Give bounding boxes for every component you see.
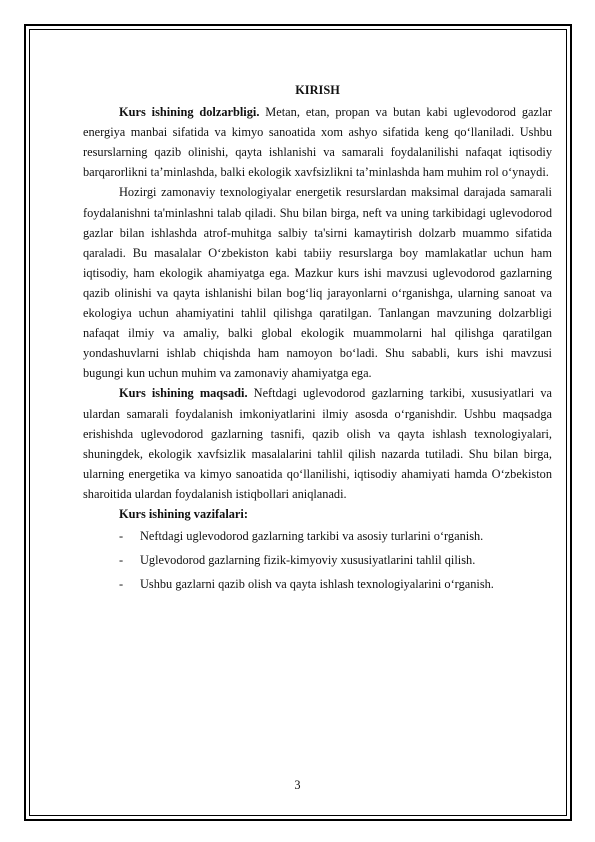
list-item-text: Ushbu gazlarni qazib olish va qayta ishlash texnologiyalarini o‘rganish.	[140, 577, 494, 592]
list-item	[119, 574, 552, 594]
paragraph-goal	[83, 383, 552, 504]
paragraph-relevance	[83, 102, 552, 182]
list-bullet: -	[119, 577, 124, 592]
paragraph-text: Hozirgi zamonaviy texnologiyalar energetik resurslardan maksimal darajada samarali foydalanishni ta'minlashni talab qiladi. Shu bilan birga, neft va uning tarkibidagi uglevodorod gazlar bilan ishlashda atrof-muhitga salbiy ta'sirni kamaytirish dolzarb muammo sifatida qaraladi. Bu masalalar O‘zbekiston kabi tabiiy resurslarga boy mamlakatlar uchun ham iqtisodiy, ham ekologik ahamiyatga ega. Mazkur kurs ishi mavzusi uglevodorod gazlarning qazib olinishi va qayta ishlanishi bilan bog‘liq jarayonlarni o‘rganishga, ularning sanoat va ekologiya uchun ahamiyatini tahlil qilishga qaratilgan. Tanlangan mavzuning dolzarbligi nafaqat ilmiy va amaliy, balki global ekologik muammolarni hal qilishga qaratilgan yondashuvlarni ishlab chiqishda ham namoyon bo‘ladi. Shu sababli, kurs ishi mavzusi bugungi kun uchun muhim va zamonaviy ahamiyatga ega.	[83, 185, 552, 381]
tasks-list	[83, 526, 552, 594]
document-body	[83, 80, 552, 598]
section-title: KIRISH	[295, 83, 340, 97]
list-item	[119, 550, 552, 570]
paragraph-text: Metan, etan, propan va butan kabi uglevodorod gazlar energiya manbai sifatida va kimyo sanoatida xom ashyo sifatida keng qo‘llaniladi. Ushbu resurslarning qazib olinishi, qayta ishlanishi va samarali foydalanilishi nafaqat iqtisodiy barqarorlikni ta’minlashda, balki ekologik xavfsizlikni ta’minlashda ham muhim rol o‘ynaydi.	[83, 105, 552, 180]
list-item-text: Uglevodorod gazlarning fizik-kimyoviy xususiyatlarini tahlil qilish.	[140, 553, 476, 568]
paragraph-context	[83, 182, 552, 383]
list-item	[119, 526, 552, 546]
paragraph-text: Neftdagi uglevodorod gazlarning tarkibi, xususiyatlari va ulardan samarali foydalanish imkoniyatlarini ilmiy asosda o‘rganishdir. Ushbu maqsadga erishishda uglevodorod gazlarning tasnifi, qazib olish va qayta ishlash texnologiyalari, shuningdek, ekologik xavfsizlik masalalarini tahlil qilish nazarda tutiladi. Shu bilan birga, ularning energetika va kimyo sanoatida qo‘llanilishi, iqtisodiy ahamiyati hamda O‘zbekiston sharoitida ulardan foydalanish istiqbollari aniqlanadi.	[83, 386, 552, 501]
paragraph-lead: Kurs ishining dolzarbligi.	[119, 105, 260, 120]
paragraph-lead: Kurs ishining maqsadi.	[119, 386, 248, 401]
page-number: 3	[294, 778, 301, 792]
list-bullet: -	[119, 529, 124, 544]
tasks-heading: Kurs ishining vazifalari:	[119, 506, 248, 521]
list-bullet: -	[119, 553, 124, 568]
list-item-text: Neftdagi uglevodorod gazlarning tarkibi va asosiy turlarini o‘rganish.	[140, 529, 484, 544]
